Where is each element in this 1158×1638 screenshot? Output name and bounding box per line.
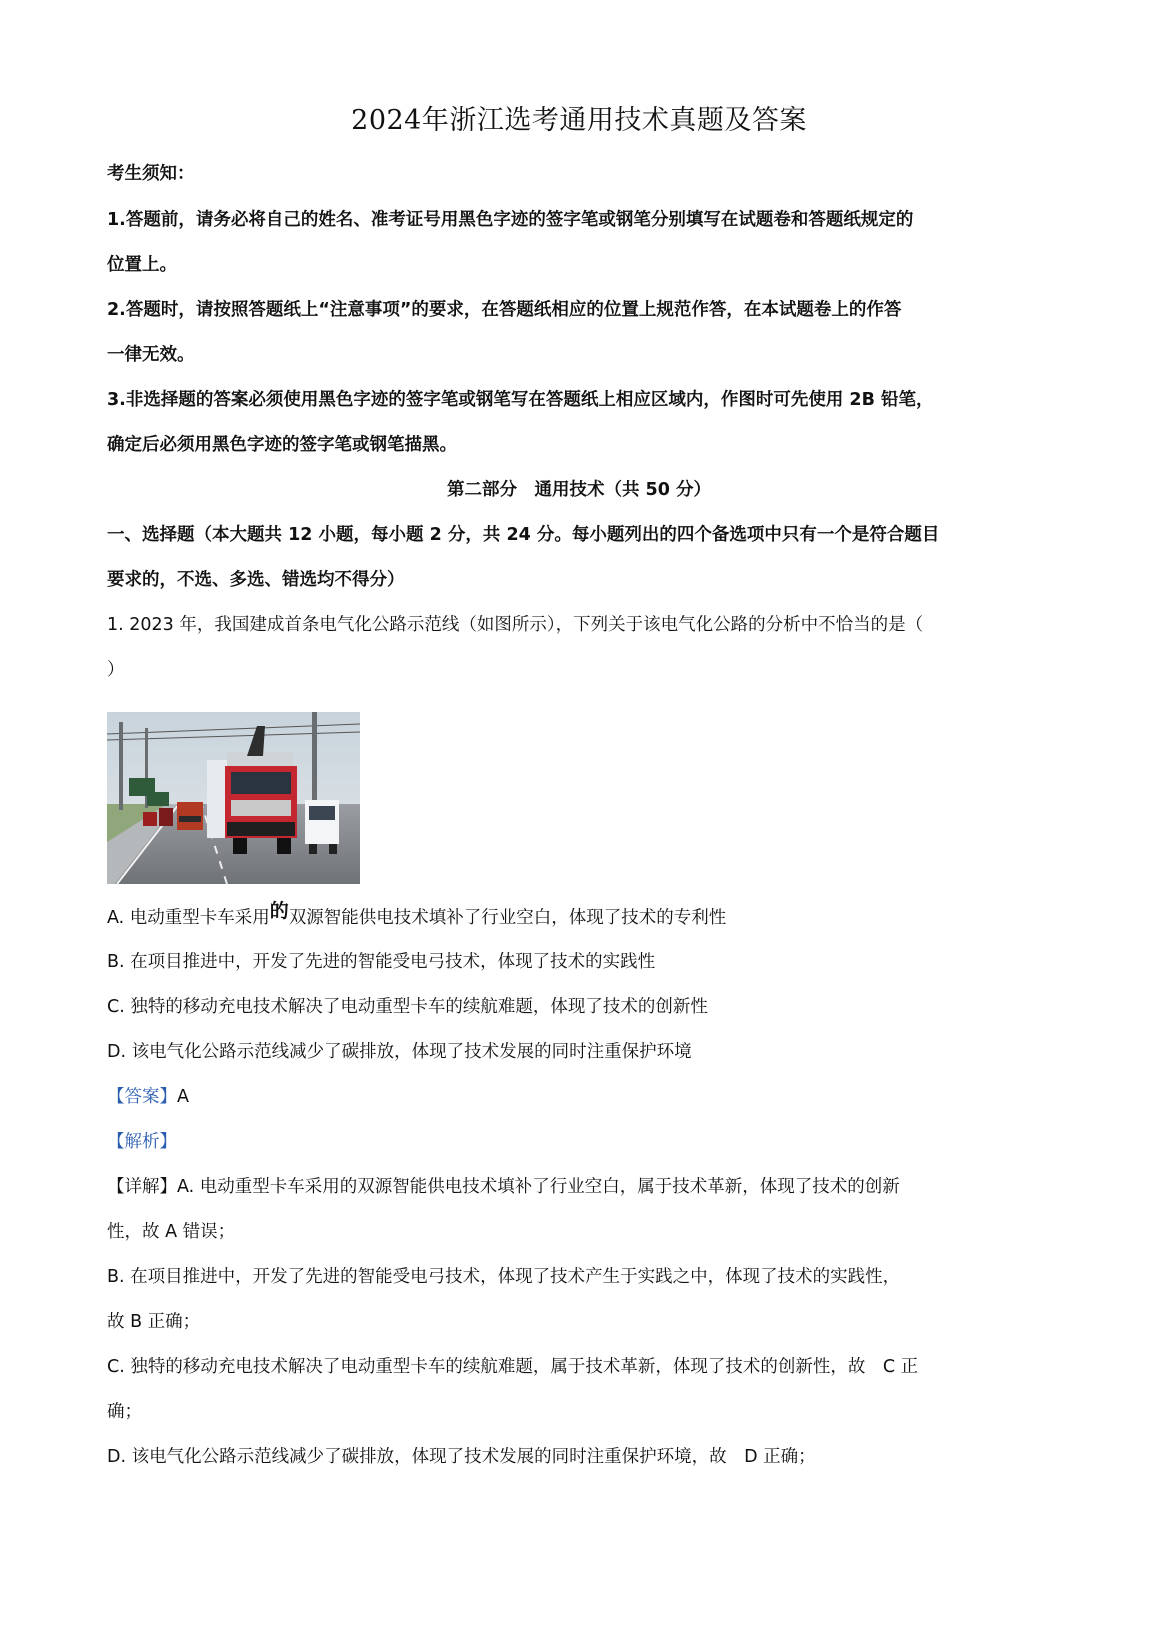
answer-value: A [177,1087,189,1107]
answer-label: 【答案】 [107,1087,177,1107]
section-heading: 一、选择题（本大题共 12 小题，每小题 2 分，共 24 分。每小题列出的四个备选项中只有一个是符合题目 [107,525,940,545]
explanation-line-6: 确； [107,1402,142,1422]
explanation-line-3: B. 在项目推进中，开发了先进的智能受电弓技术，体现了技术产生于实践之中，体现了技术的实践性， [107,1267,901,1287]
analysis-label: 【解析】 [107,1132,177,1152]
option-d: D. 该电气化公路示范线减少了碳排放，体现了技术发展的同时注重保护环境 [107,1042,692,1062]
notice-heading: 考生须知： [107,164,195,184]
notice-item-3-cont: 确定后必须用黑色字迹的签字笔或钢笔描黑。 [107,435,457,455]
option-a-prefix: A. 电动重型卡车采用 [107,908,270,928]
section-heading-cont: 要求的，不选、多选、错选均不得分） [107,570,405,590]
explanation-line-7: D. 该电气化公路示范线减少了碳排放，体现了技术发展的同时注重保护环境，故 D 正确； [107,1447,816,1467]
option-c: C. 独特的移动充电技术解决了电动重型卡车的续航难题，体现了技术的创新性 [107,997,708,1017]
explanation-line-5: C. 独特的移动充电技术解决了电动重型卡车的续航难题，属于技术革新，体现了技术的创新性，故 C 正 [107,1357,919,1377]
part-heading: 第二部分 通用技术（共 50 分） [446,480,712,500]
notice-item-1-cont: 位置上。 [107,255,177,275]
notice-item-2-cont: 一律无效。 [107,345,195,365]
electrified-highway-photo [107,712,360,884]
page-title: 2024年浙江选考通用技术真题及答案 [351,105,807,136]
option-a [107,900,1057,930]
explanation-line-2: 性，故 A 错误； [107,1222,236,1242]
notice-item-1: 1.答题前，请务必将自己的姓名、准考证号用黑色字迹的签字笔或钢笔分别填写在试题卷和答题纸规定的 [107,210,914,230]
option-b: B. 在项目推进中，开发了先进的智能受电弓技术，体现了技术的实践性 [107,952,656,972]
question-1-stem-cont: ） [107,660,125,680]
answer-line [107,1085,1057,1109]
option-a-rest: 双源智能供电技术填补了行业空白，体现了技术的专利性 [288,908,727,928]
option-a-mid: 的 [269,900,289,922]
notice-item-2: 2.答题时，请按照答题纸上“注意事项”的要求，在答题纸相应的位置上规范作答，在本试题卷上的作答 [107,300,902,320]
explanation-line-1: 【详解】A. 电动重型卡车采用的双源智能供电技术填补了行业空白，属于技术革新，体现了技术的创新 [107,1177,900,1197]
explanation-line-4: 故 B 正确； [107,1312,201,1332]
question-1-stem: 1. 2023 年，我国建成首条电气化公路示范线（如图所示），下列关于该电气化公路的分析中不恰当的是（ [107,615,924,635]
notice-item-3: 3.非选择题的答案必须使用黑色字迹的签字笔或钢笔写在答题纸上相应区域内，作图时可先使用 2B 铅笔， [107,390,934,410]
